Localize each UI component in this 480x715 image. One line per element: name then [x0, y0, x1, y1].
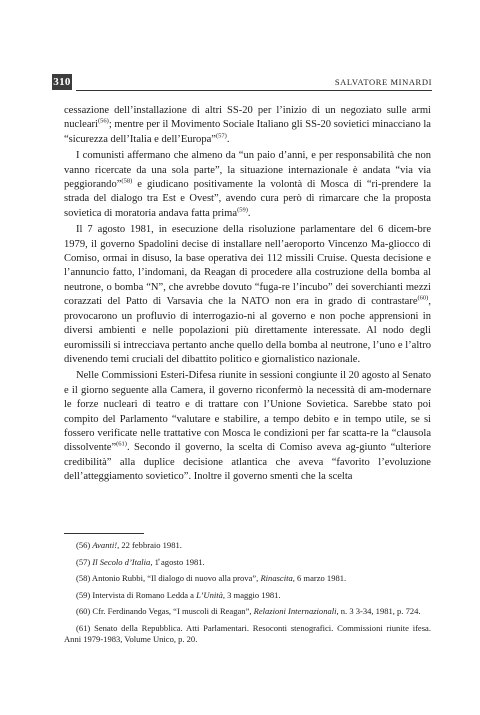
paragraph-text: . — [226, 133, 230, 145]
header-rule — [76, 90, 432, 91]
paragraph-text: , provocarono un profluvio di interrogazio-ni al governo e non poche apprensioni in diversi ambienti e nelle popolazioni più direttamente interessate. Al nodo degli euromissili si intrecciava pertanto anche quello della bomba al neutrone, l’uno e l’altro divenendo temi cruciali del dibattito politico e giornalistico nazionale. — [64, 296, 431, 365]
footnote-number: (59) — [76, 589, 93, 600]
footnote-number: (58) — [76, 573, 92, 584]
footnote-number: (61) — [76, 622, 95, 633]
paragraph-1 — [64, 104, 431, 147]
paragraph-3 — [64, 223, 431, 367]
footnote-text: Antonio Rubbi, “Il dialogo di nuovo alla prova”, — [91, 573, 261, 584]
footnote-60 — [64, 606, 431, 617]
paragraph-text: . Secondo il governo, la scelta di Comiso aveva ag-giunto “ulteriore credibilità” alla duplice decisione atlantica che aveva “favorito l’evoluzione dell’atteggiamento sovietico”. Inoltre il governo smentì che la scelta — [64, 442, 431, 483]
paragraph-4 — [64, 369, 431, 484]
footnote-title: Avanti! — [92, 540, 118, 550]
paragraph-text: Il 7 agosto 1981, in esecuzione della risoluzione parlamentare del 6 dicem-bre 1979, il governo Spadolini decise di installare nell’aeroporto Vincenzo Ma-gliocco di Comiso, ormai in disuso, la base operativa dei 112 missili Cruise. Questa decisione e l’annuncio fatto, l’indomani, da Reagan di procedere alla costruzione della bomba al neutrone, o bomba “N”, che avrebbe dovuto “fuga-re l’incubo” dei soverchianti mezzi corazzati del Patto di Varsavia che la NATO non era in grado di contrastare — [64, 224, 431, 308]
footnote-title: Rinascita — [260, 573, 293, 584]
footnote-56 — [64, 540, 431, 551]
footnote-ref: (58) — [121, 177, 133, 185]
footnote-number: (60) — [76, 606, 93, 617]
footnote-text: Cfr. Ferdinando Vegas, “I muscoli di Reagan”, — [92, 606, 254, 617]
footnote-ref: (57) — [215, 132, 227, 140]
paragraph-text: e giudicano positivamente la volontà di Mosca di “ri-prendere la strada del dialogo tra Est e Ovest”, avendo cura però di rimarcare che la proposta sovietica di moratoria andava fatta prima — [64, 179, 431, 219]
footnote-number: (57) — [76, 556, 93, 567]
footnote-text: , n. 3 3-34, 1981, p. 724. — [336, 606, 421, 617]
page-header — [52, 74, 432, 92]
footnote-text: , 1̊ agosto 1981. — [150, 556, 205, 567]
footnotes — [64, 540, 431, 651]
footnote-59 — [64, 590, 431, 601]
footnote-text: Intervista di Romano Ledda a — [92, 589, 197, 600]
paragraph-text: . — [247, 207, 251, 219]
body-text — [64, 104, 431, 485]
footnote-title: L’Unità — [196, 589, 223, 600]
footnote-57 — [64, 557, 431, 568]
page-number: 310 — [53, 76, 71, 88]
footnote-text: , 6 marzo 1981. — [292, 573, 347, 584]
footnote-rule — [64, 533, 144, 534]
paragraph-text: ; mentre per il Movimento Sociale Italiano gli SS-20 sovietici minacciano la “sicurezza dell’Italia e dell’Europa” — [64, 119, 431, 145]
footnote-text: Senato della Repubblica. Atti Parlamentari. Resoconti stenografici. Commissioni riunite ifesa. Anni 1979-1983, Volume Unico, p. 20. — [64, 622, 431, 645]
footnote-text: , 3 maggio 1981. — [222, 589, 281, 600]
footnote-text: , 22 febbraio 1981. — [117, 540, 182, 550]
running-head: SALVATORE MINARDI — [334, 77, 432, 87]
footnote-title: Relazioni Internazionali — [253, 606, 337, 617]
footnote-ref: (61) — [116, 440, 127, 448]
paragraph-text: Nelle Commissioni Esteri-Difesa riunite in sessioni congiunte il 20 agosto al Senato e il giorno seguente alla Camera, il governo riconfermò la necessità di am-modernare le forze nucleari di teatro e di trattare con l’Unione Sovietica. Sarebbe stato poi compito del Parlamento “valutare e stabilire, a tempo debito e in tempo utile, se si fossero verificate nelle trattative con Mosca le condizioni per far scatta-re la “clausola dissolvente” — [64, 370, 431, 454]
footnote-ref: (60) — [417, 294, 429, 302]
paragraph-text: cessazione dell’installazione di altri SS-20 per l’inizio di un negoziato sulle armi nucleari — [64, 105, 431, 131]
paragraph-text: I comunisti affermano che almeno da “un paio d’anni, e per responsabilità che non vanno ricercate da una sola parte”, la situazione internazionale è andata “via via peggiorando” — [64, 150, 431, 191]
footnote-title: Il Secolo d’Italia — [92, 556, 151, 567]
footnote-58 — [64, 573, 431, 584]
footnote-ref: (56) — [97, 117, 109, 125]
paragraph-2 — [64, 149, 431, 221]
footnote-ref: (59) — [237, 206, 248, 214]
footnote-number: (56) — [76, 540, 93, 550]
footnote-61 — [64, 623, 431, 646]
